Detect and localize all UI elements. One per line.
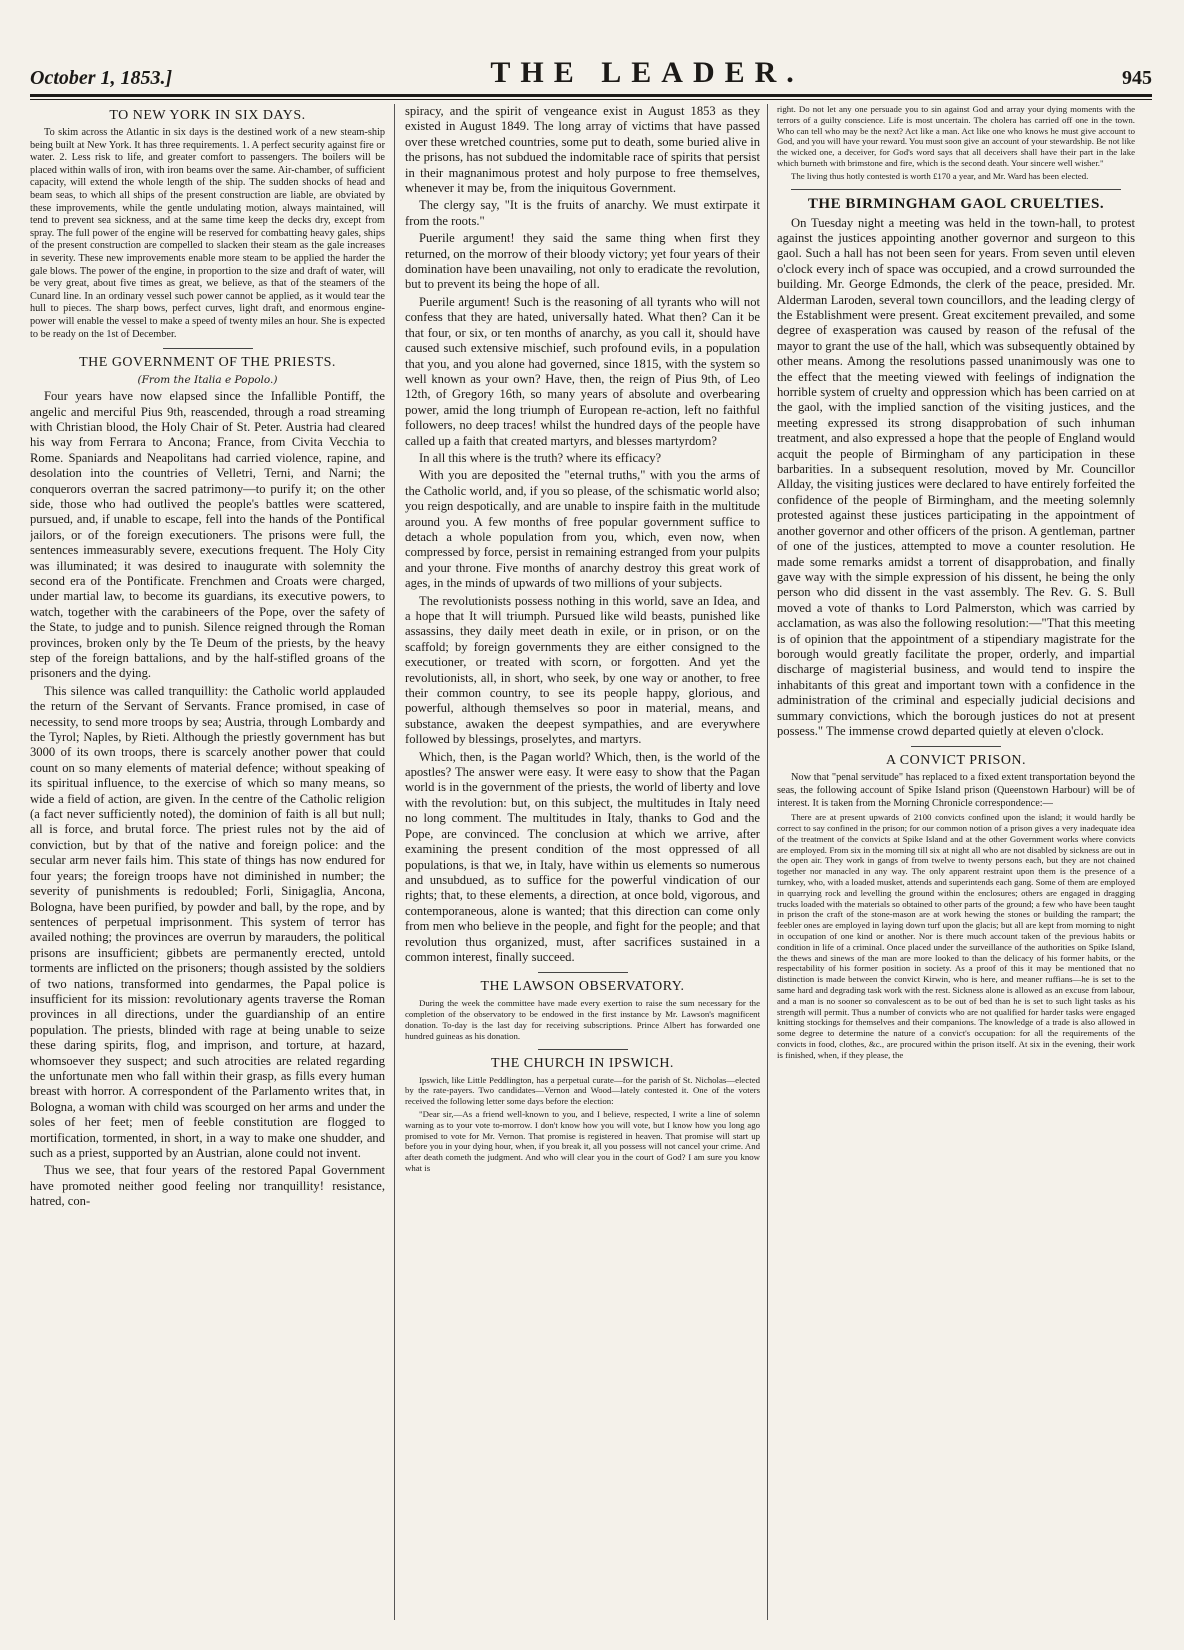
article-title-ipswich: THE CHURCH IN IPSWICH. [491,1055,674,1071]
article-separator [163,348,253,349]
header-rule-thin [30,99,1152,100]
article-separator [911,746,1001,747]
masthead [30,56,1152,90]
article-separator [791,189,1121,190]
paragraph: Puerile argument! Such is the reasoning of all tyrants who will not confess that they are hated, universally hated. What then? Can it be that four, or six, or ten months of anarchy, as you call it, should have caused such extensive mischief, such profound evils, in a population that you, and you alone had governed, since 1815, with the system so well known as your own? Have, then, the reign of Pius 9th, of Leo 12th, of Gregory 16th, so many years of absolute and overbearing power, amid the long triumph of European re-action, left no faithful followers, no deep traces! whilst the hundred days of the people have called up a faith that created martyrs, and blesses martyrdom? [405,294,760,448]
article-separator [538,972,628,973]
column-divider [767,104,768,1620]
paragraph: spiracy, and the spirit of vengeance exist in August 1853 as they existed in August 1849. The long array of victims that have passed over these wretched countries, some put to death, some buried alive in the prisons, has not subdued the indomitable race of spirits that persist in their magnanimous protest and holy purpose to free themselves, whenever it may be, from the iniquitous Government. [405,104,760,196]
column-divider [394,104,395,1620]
paragraph: This silence was called tranquillity: the Catholic world applauded the return of the Servant of Servants. France promised, in case of necessity, to send more troops by sea; Austria, through Lombardy and the Tyrol; Naples, by Rieti. Although the priestly government has but 3000 of its own troops, there is scarcely another power that could count on so many elements of material defence; without speaking of its spiritual influence, to the exercise of which so many means, so wide a field of action, are given. In the centre of the Catholic religion (a fact never sufficiently noted), the dominion of faith is all but null; all is force, and brutal force. The priest rules not by the aid of conviction, but by that of the native and foreign police: and the secular arm never fails him. This state of things has now endured for four years; the foreign troops have not diminished in number; the severity of punishments is redoubled; Forli, Sinigaglia, Ancona, Bologna, have been purified, by powder and ball, by the rope, and by sentences of perpetual imprisonment. This system of terror has availed nothing; the provinces are overrun by marauders, the political prisons are insufficient; gibbets are permanently erected, untold torments are inflicted on the prisoners; though assisted by the soldiers of two nations, transformed into gendarmes, the Papal police is insufficient for its mission: revolutionary agents traverse the Roman provinces in all directions, under the guardianship of an entire population. The priests, blinded with rage at being unable to seize these daring spirits, flog, and imprison, and torture, at hazard, whomsoever they suspect; and such atrocities are related regarding the unfortunate men who fall within their grasp, as fills every human breast with horror. A correspondent of the Parlamento writes that, in Bologna, a woman with child was scourged on her arms and under the soles of her feet; men of feeble constitution are flogged to mortification, tormented, in short, in a way to make one shudder, and such as a priest, supported by an Austrian, alone could not invent. [30,683,385,1160]
paragraph: The clergy say, "It is the fruits of anarchy. We must extirpate it from the roots." [405,198,760,228]
article-title-new-york: TO NEW YORK IN SIX DAYS. [109,108,306,123]
ipswich-note: The living thus hotly contested is worth £170 a year, and Mr. Ward has been elected. [791,170,1089,181]
article-title-convict: A CONVICT PRISON. [885,753,1027,769]
page-number: 945 [1122,67,1152,89]
ipswich-letter-continued: right. Do not let any one persuade you to sin against God and array your dying moments with the terrors of a guilty conscience. Life is most uncertain. The cholera has carried off one in the town. Who can tell who may be the next? Act like a man. Act like one who knows he must give account to God, and you will have your reward. You must soon give an account of your stewardship. Be not like the wicked one, a deceiver, for God's word says that all deceivers shall have their part in the lake which burneth with brimstone and fire, which is the second death. Your sincere well wisher." [777,104,1135,168]
ipswich-letter: "Dear sir,—As a friend well-known to you, and I believe, respected, I write a line of solemn warning as to your vote to-morrow. I don't know how you will vote, but I know how you long ago promised to vote for Mr. Vernon. That promise is registered in heaven. That promise will start up before you in your dying hour, when, if you break it, all you possess will not cancel your crime. And after death cometh the judgment. And who will clear you in the court of God? I am sure you know what is [405,1108,760,1173]
article-body-birmingham: On Tuesday night a meeting was held in the town-hall, to protest against the justices appointing another governor and surgeon to this gaol. Such a hall has not been seen for years. From seven until eleven o'clock every inch of space was occupied, and a crowd surrounded the building. Mr. George Edmonds, the clerk of the peace, presided. Mr. Alderman Laroden, several town councillors, and the leading clergy of the Establishment were present. Great excitement prevailed, and some degree of exasperation was caused by reason of the refusal of the mayor to grant the use of the hall, which was subsequently obtained by other means. Among the resolutions passed unanimously was one to the effect that the meeting viewed with feelings of indignation the horrible system of cruelty and oppression which has been carried on at the gaol, with the implied sanction of the visiting justices, and the meeting expressed its strong disapprobation of such inhuman treatment, and also expressed a hope that the people of England would acquit the people of Birmingham of any participation in these barbarities. In a subsequent resolution, moved by Mr. Councillor Allday, the visiting justices were declared to have entirely forfeited the confidence of the people of Birmingham, and the meeting solemnly protested against these justices participating in the appointment of another governor and other officers of the prison. A gentleman, partner of one of the justices, attempted to move a counter resolution. He made some remarks amidst a torrent of disapprobation, and finally gave way with the simple expression of his dissent, he being the only person who did dissent in the vast assembly. The Rev. G. S. Bull moved a vote of thanks to Lord Palmerston, which was carried by acclamation, as was also the following resolution:—"That this meeting is of opinion that the appointment of a stipendiary magistrate for the borough would greatly facilitate the proper, orderly, and impartial discharge of magisterial business, and would tend to inspire the inhabitants of this great and important town with a confidence in the administration of the criminal and especially judicial decisions and summary convictions, which the borough justices do not at present possess." The immense crowd departed quietly at eleven o'clock. [777,215,1135,738]
column-2 [405,104,760,1620]
header-rule [30,94,1152,97]
article-title-birmingham: THE BIRMINGHAM GAOL CRUELTIES. [807,195,1105,212]
paragraph: In all this where is the truth? where its efficacy? [419,450,662,465]
column-1 [30,104,385,1620]
article-title-priests: THE GOVERNMENT OF THE PRIESTS. [79,355,336,371]
newspaper-title: THE LEADER. [490,56,804,89]
article-body-lawson: During the week the committee have made every exertion to raise the sum necessary for the completion of the observatory to be endowed in the first instance by Mr. Lawson's magnificent donation. To-day is the last day for receiving subscriptions. Prince Albert has forwarded one hundred guineas as his donation. [405,998,760,1041]
issue-date: October 1, 1853.] [30,67,173,89]
column-3 [777,104,1135,1620]
article-separator [538,1049,628,1050]
article-body-ipswich: Ipswich, like Little Peddlington, has a perpetual curate—for the parish of St. Nicholas—elected by the rate-payers. Two candidates—Vernon and Wood—lately contested it. One of the voters received the following letter some days before the election: [405,1074,760,1107]
article-body-convict: There are at present upwards of 2100 convicts confined upon the island; it would hardly be correct to say confined in the prison; for our common notion of a prison gives a very inadequate idea of the treatment of the convicts at Spike Island and at the other Government works where convicts are employed. From six in the morning till six at night all who are not disabled by sickness are out in the open air. They work in gangs of from twelve to twenty persons each, but they are not chained together nor manacled in any way. The only apparent restraint upon them is the presence of a turnkey, who, with a loaded musket, attends and superintends each gang. Some of them are employed in quarrying rock and levelling the ground within the enclosures; others are engaged in dragging trucks loaded with the materials so obtained to other parts of the ground; a few who have been taught in prison the craft of the stone-mason are at work hewing the stones or building the rampart; the feebler ones are employed in laying down turf upon the glacis; but all are kept from morning to night in occupation of one kind or another. Nor is there much account taken of the previous habits or condition in life of a criminal. Once placed under the surveillance of the authorities on Spike Island, the thews and sinews of the man are more looked to than the delicacy of his former habits, or the respectability of his former position in society. As a proof of this it may be mentioned that no distinction is made between the convict Kirwin, who is here, and meaner ruffians—he is set to the same hard and degrading task work with the rest. Sickness alone is allowed as an excuse from labour, and a man is no sooner so convalescent as to be out of bed than he is set to such light tasks as his strength will permit. Thus a number of convicts who are not qualified for harder tasks were engaged knitting stockings for themselves and their companions. The knowledge of a trade is also allowed in some degree to determine the nature of a convict's occupation: for all the requirements of the convicts in food, clothes, &c., are procured within the prison itself. At six in the evening, their work is finished, when, if they please, the [777,812,1135,1060]
article-intro-convict: Now that "penal servitude" has replaced to a fixed extent transportation beyond the seas, the following account of Spike Island prison (Queenstown Harbour) will be of interest. It is taken from the Morning Chronicle correspondence:— [777,772,1135,809]
paragraph: The revolutionists possess nothing in this world, save an Idea, and a hope that It will triumph. Pursued like wild beasts, punished like assassins, they daily meet death in exile, or in prison, or on the scaffold; by foreign governments they are either consigned to the executioner, or treated with scorn, or forgotten. And yet the revolutionists, all, in short, who seek, by one way or another, to free their common country, to see its people happy, glorious, and powerful, although themselves so poor in material, means, and substance, awaken the deepest sympathies, and are everywhere followed by blessings, proselytes, and martyrs. [405,593,760,747]
article-credit-priests: (From the Italia e Popolo.) [137,374,278,387]
article-body-new-york: To skim across the Atlantic in six days is the destined work of a new steam-ship being built at New York. It has three requirements. 1. A perfect security against fire or water. 2. Less risk to life, and greater comfort to passengers. The boilers will be placed within walls of iron, with iron beams over the same. Air-chamber, of sufficient capacity, will extend the whole length of the ship. The sudden shocks of head and beam seas, to which all ships of the present construction are liable, are obviated by these improvements, while the gentle undulating motion, always maintained, will tend to prevent sea sickness, and at the same time keep the decks dry, except from spray. The full power of the engine will be reserved for combatting heavy gales, ships of the present construction are compelled to slacken their steam as the gale increases in severity. These new improvements enable more steam to be applied the harder the gale blows. The power of the engine, in proportion to the size and draft of water, will be very great, about five times as great, we believe, as that of the steamers of the Cunard line. In an ordinary vessel such power cannot be applied, as it would tear the hull to pieces. The sharp bows, perfect curves, light draft, and enormous engine-power will enable the vessel to make a speed of twenty miles an hour. She is expected to be ready on the 1st of December. [30,127,385,340]
article-title-lawson: THE LAWSON OBSERVATORY. [480,979,685,995]
paragraph: With you are deposited the "eternal truths," with you the arms of the Catholic world, and, if you so please, of the schismatic world also; you reign despotically, and are unable to inspire faith in the multitude around you. A few months of free popular government suffice to detach a whole population from you, which, even now, when compressed by force, persist in remaining estranged from your pulpits and your throne. Five months of anarchy destroy this great work of ages, in the minds of upwards of two millions of your subjects. [405,468,760,591]
paragraph: Puerile argument! they said the same thing when first they returned, on the morrow of their bloody victory; yet four years of their domination have been unavailing, not only to eradicate the revolution, but to prevent its being the hope of all. [405,231,760,292]
paragraph: Four years have now elapsed since the Infallible Pontiff, the angelic and merciful Pius 9th, reascended, through a road streaming with Christian blood, the Holy Chair of St. Peter. Austria had cleared his way from Ferrara to Ancona; France, from Civita Vecchia to Rome. Spaniards and Neapolitans had carried violence, rapine, and desolation into the countries of Velletri, Terni, and Narni; the conquerors overran the sacred patrimony—to purify it; on the other side, those who had outlived the people's battles were scattered, pursued, and, if unable to escape, fell into the hands of the Pontifical jailors, or of the foreign executioners. The prisons were full, the sentences immeasurably severe, executions frequent. The Holy City was illuminated; it was desired to inaugurate with solemnity the second era of the Pontificate. Frenchmen and Croats were charged, under martial law, to become its guardians, its executive powers, to watch, together with the carabineers of the Pope, over the safety of the State, to judge and to punish. Silence reigned through the Roman provinces, broken only by the Te Deum of the priests, by the heavy step of the foreign battalions, and by the half-stifled groans of the prisoners and the dying. [30,389,385,681]
paragraph: Which, then, is the Pagan world? Which, then, is the world of the apostles? The answer were easy. It were easy to show that the Pagan world is in the government of the priests, the world of liberty and love with the revolution: but, on this subject, the multitudes in Italy need no long comment. The multitudes in Italy, thanks to God and the Pope, are convinced. The conclusion at which we arrive, after examining the present condition of the most oppressed of all populations, is that we, in Italy, have within us elements so numerous and unsubdued, as to suffice for the powerful vindication of our rights; that, to these elements, a direction, at once bold, vigorous, and contemporaneous, alone is wanted; that this direction can come only from men who believe in the people, and fight for the people; and that revolution thus organized, must, after sacrifices sustained in a common interest, finally succeed. [405,749,760,964]
paragraph: Thus we see, that four years of the restored Papal Government have promoted neither good feeling nor tranquillity! resistance, hatred, con- [30,1163,385,1209]
